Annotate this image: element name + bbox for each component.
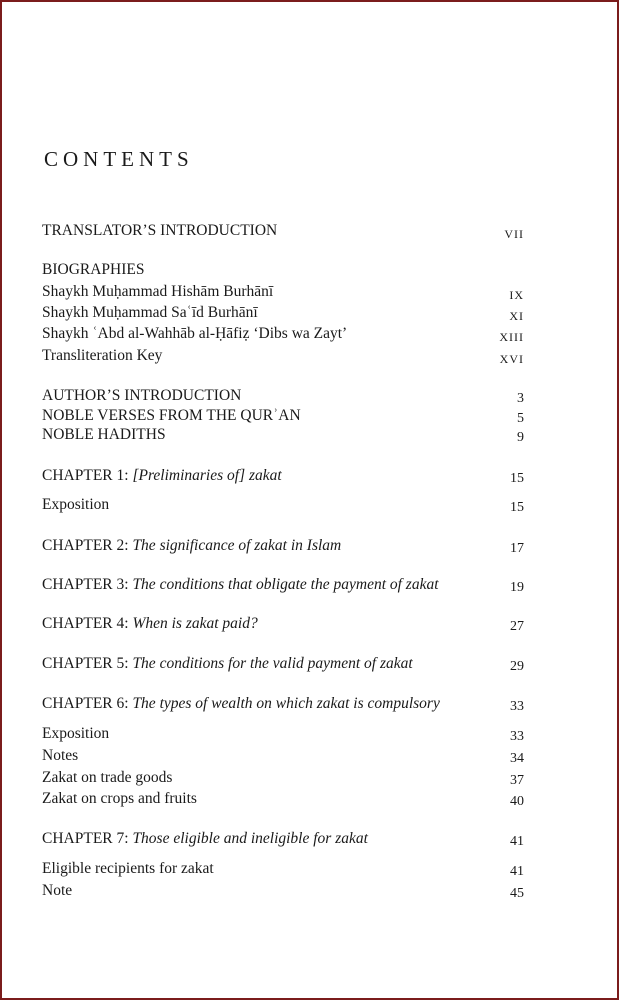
chapter-subtitle: When is zakat paid? — [132, 615, 258, 632]
toc-chapter — [42, 653, 524, 675]
toc-chapter — [42, 535, 524, 557]
toc-entry-page: 29 — [510, 659, 524, 674]
toc-entry — [42, 385, 524, 407]
toc-entry — [42, 424, 524, 446]
toc-entry-page: XI — [509, 309, 524, 323]
toc-entry — [42, 880, 524, 902]
toc-entry-label: Zakat on trade goods — [42, 769, 173, 786]
toc-entry-page: 19 — [510, 580, 524, 595]
toc-entry — [42, 788, 524, 810]
toc-entry-page: 45 — [510, 886, 524, 901]
toc-entry-label: Shaykh Muḥammad Saʿīd Burhānī — [42, 304, 258, 321]
toc-chapter — [42, 693, 524, 715]
toc-entry-page: 34 — [510, 751, 524, 766]
chapter-number: CHAPTER 2: — [42, 537, 129, 554]
toc-entry-page: 15 — [510, 500, 524, 515]
toc-chapter — [42, 828, 524, 850]
toc-entry-label: BIOGRAPHIES — [42, 261, 145, 278]
toc-chapter — [42, 465, 524, 487]
chapter-subtitle: [Preliminaries of] zakat — [132, 467, 282, 484]
chapter-subtitle: The types of wealth on which zakat is compulsory — [132, 695, 440, 712]
toc-entry-page: IX — [509, 288, 524, 302]
toc-entry-page: 41 — [510, 834, 524, 849]
toc-chapter-label — [42, 574, 439, 596]
toc-chapter-label — [42, 613, 258, 635]
toc-entry — [42, 858, 524, 880]
toc-entry-label: Transliteration Key — [42, 347, 163, 364]
toc-entry-label: Shaykh ʿAbd al-Wahhāb al-Ḥāfiẓ ‘Dibs wa Zayt’ — [42, 325, 348, 342]
toc-chapter-label — [42, 535, 341, 557]
toc-entry-page: 40 — [510, 794, 524, 809]
toc-chapter-label — [42, 465, 282, 487]
toc-entry-label: Shaykh Muḥammad Hishām Burhānī — [42, 283, 274, 300]
toc-entry-label: Note — [42, 882, 73, 899]
toc-entry — [42, 767, 524, 789]
toc-entry-label: Zakat on crops and fruits — [42, 790, 197, 807]
toc-entry-page: 5 — [517, 411, 524, 426]
toc-entry-page: XIII — [499, 330, 524, 344]
toc-entry-label: TRANSLATOR’S INTRODUCTION — [42, 222, 278, 239]
chapter-number: CHAPTER 6: — [42, 695, 129, 712]
toc-entry-label: Eligible recipients for zakat — [42, 860, 214, 877]
toc-entry-page: 27 — [510, 619, 524, 634]
toc-entry-label: NOBLE HADITHS — [42, 426, 166, 443]
toc-entry-page: 41 — [510, 864, 524, 879]
toc-entry — [42, 302, 524, 324]
toc-entry-page: 9 — [517, 430, 524, 445]
toc-entry-page: 33 — [510, 729, 524, 744]
chapter-subtitle: Those eligible and ineligible for zakat — [132, 830, 368, 847]
toc-entry-label: Notes — [42, 747, 79, 764]
toc-chapter-label — [42, 653, 413, 675]
toc-entry-page: 17 — [510, 541, 524, 556]
toc-entry — [42, 723, 524, 745]
chapter-number: CHAPTER 5: — [42, 655, 129, 672]
toc-chapter-label — [42, 828, 368, 850]
toc-entry-page: VII — [504, 227, 524, 241]
toc-entry-page: 33 — [510, 699, 524, 714]
toc-entry-label: AUTHOR’S INTRODUCTION — [42, 387, 242, 404]
chapter-subtitle: The conditions that obligate the payment of zakat — [132, 576, 439, 593]
toc-entry — [42, 220, 524, 242]
toc-entry-page: 37 — [510, 773, 524, 788]
toc-entry — [42, 494, 524, 516]
toc-entry — [42, 259, 521, 281]
toc-chapter — [42, 613, 524, 635]
toc-entry — [42, 323, 524, 345]
toc-entry — [42, 281, 524, 303]
toc-entry-page: 15 — [510, 471, 524, 486]
chapter-number: CHAPTER 4: — [42, 615, 129, 632]
toc-entry-page: XVI — [499, 352, 524, 366]
toc-chapter — [42, 574, 524, 596]
toc-entry-label: Exposition — [42, 725, 110, 742]
toc-entry — [42, 345, 524, 367]
toc-entry-label: Exposition — [42, 496, 110, 513]
contents-title: CONTENTS — [44, 147, 194, 171]
chapter-subtitle: The significance of zakat in Islam — [132, 537, 342, 554]
chapter-number: CHAPTER 7: — [42, 830, 129, 847]
chapter-number: CHAPTER 1: — [42, 467, 129, 484]
toc-entry-page: 3 — [517, 391, 524, 406]
toc-entry-label: NOBLE VERSES FROM THE QURʾAN — [42, 407, 301, 424]
toc-chapter-label — [42, 693, 440, 715]
toc-entry — [42, 745, 524, 767]
chapter-subtitle: The conditions for the valid payment of zakat — [132, 655, 413, 672]
chapter-number: CHAPTER 3: — [42, 576, 129, 593]
